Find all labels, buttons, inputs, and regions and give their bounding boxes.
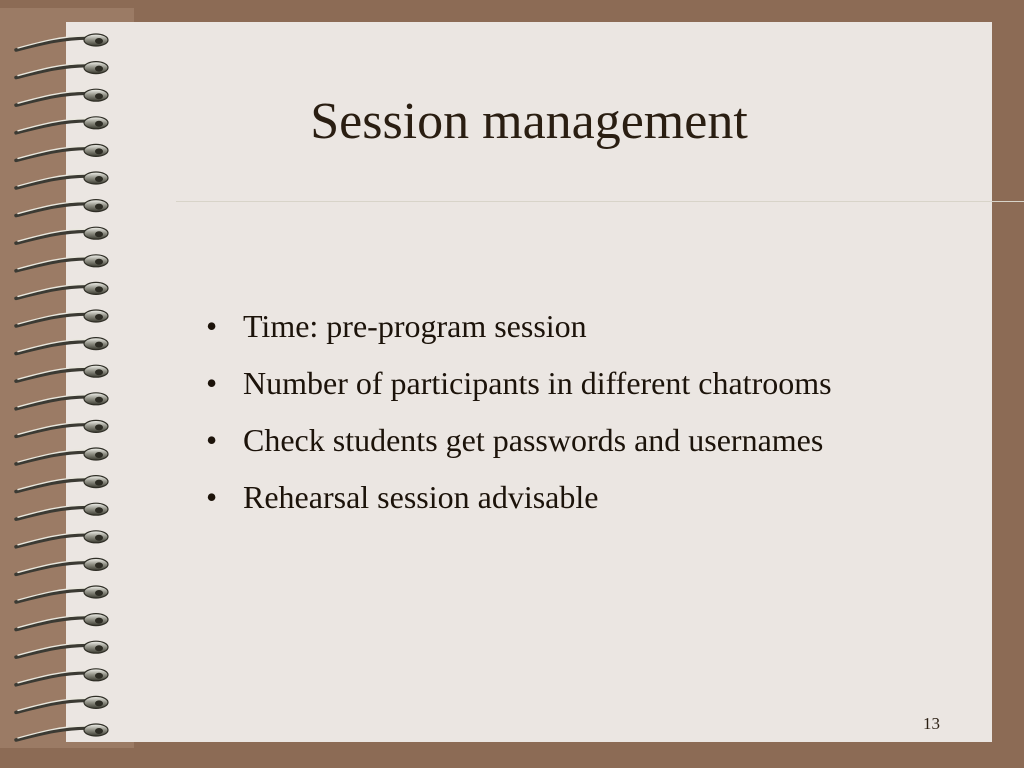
spiral-ring: [16, 420, 108, 436]
spiral-ring: [16, 338, 108, 354]
bullet-text: Check students get passwords and usernames: [243, 422, 824, 458]
spiral-ring: [16, 669, 108, 685]
spiral-ring: [16, 255, 108, 271]
bullet-text: Time: pre-program session: [243, 308, 587, 344]
spiral-ring: [16, 531, 108, 547]
spiral-ring: [16, 696, 108, 712]
spiral-ring: [16, 503, 108, 519]
title-divider: [176, 201, 1024, 202]
bullet-item: [206, 469, 832, 526]
spiral-ring: [16, 89, 108, 105]
spiral-ring: [16, 393, 108, 409]
spiral-ring: [16, 724, 108, 740]
spiral-ring: [16, 117, 108, 133]
spiral-ring: [16, 282, 108, 298]
bullet-list: [206, 298, 832, 526]
slide-title: Session management: [310, 93, 748, 150]
spiral-ring: [16, 172, 108, 188]
spiral-ring: [16, 34, 108, 50]
spiral-binding-icon: [0, 0, 130, 768]
bullet-text: Number of participants in different chatrooms: [243, 365, 832, 401]
spiral-ring: [16, 586, 108, 602]
spiral-ring: [16, 227, 108, 243]
bullet-dot-icon: •: [206, 422, 218, 458]
spiral-ring: [16, 641, 108, 657]
bullet-item: [206, 355, 832, 412]
spiral-ring: [16, 144, 108, 160]
slide-page: [66, 22, 992, 742]
bullet-dot-icon: •: [206, 308, 218, 344]
spiral-ring: [16, 448, 108, 464]
bullet-dot-icon: •: [206, 479, 218, 515]
spiral-ring: [16, 365, 108, 381]
spiral-ring: [16, 558, 108, 574]
spiral-ring: [16, 614, 108, 630]
spiral-ring: [16, 200, 108, 216]
page-number: 13: [923, 714, 940, 733]
bullet-text: Rehearsal session advisable: [243, 479, 599, 515]
bullet-item: [206, 412, 832, 469]
spiral-ring: [16, 310, 108, 326]
spiral-ring: [16, 476, 108, 492]
spiral-ring: [16, 62, 108, 78]
bullet-item: [206, 298, 832, 355]
bullet-dot-icon: •: [206, 365, 218, 401]
